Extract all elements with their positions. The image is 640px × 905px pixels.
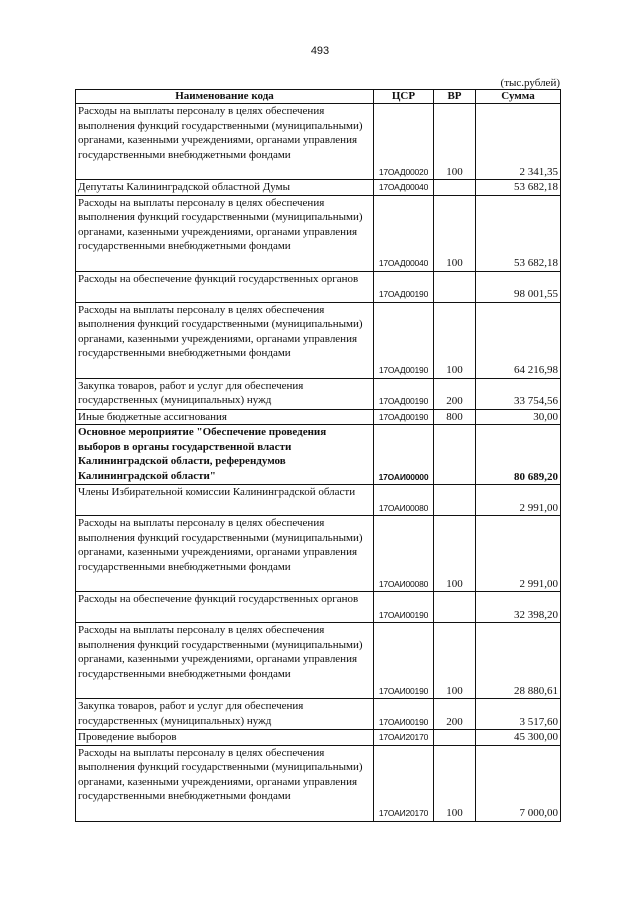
row-sum: 45 300,00 bbox=[476, 730, 561, 746]
row-name: Расходы на выплаты персоналу в целях обеспечения выполнения функций государственными (муниципальными) органами, казенными учреждениями, органами управления государственными внебюджетными фондами bbox=[76, 195, 374, 271]
table-row bbox=[76, 409, 561, 425]
row-sum: 80 689,20 bbox=[476, 425, 561, 485]
row-csr-code: 17ОАД00190 bbox=[374, 302, 434, 378]
row-name: Основное мероприятие "Обеспечение проведения выборов в органы государственной власти Калининградской области, референдумов Калининградской области" bbox=[76, 425, 374, 485]
row-sum: 28 880,61 bbox=[476, 623, 561, 699]
budget-table bbox=[75, 89, 561, 822]
row-sum: 53 682,18 bbox=[476, 195, 561, 271]
table-row bbox=[76, 730, 561, 746]
row-vr-code bbox=[434, 592, 476, 623]
row-name: Расходы на обеспечение функций государственных органов bbox=[76, 271, 374, 302]
row-name: Проведение выборов bbox=[76, 730, 374, 746]
row-vr-code bbox=[434, 730, 476, 746]
table-row bbox=[76, 516, 561, 592]
row-name: Депутаты Калининградской областной Думы bbox=[76, 180, 374, 196]
row-csr-code: 17ОАИ20170 bbox=[374, 745, 434, 821]
row-name: Члены Избирательной комиссии Калининградской области bbox=[76, 485, 374, 516]
row-vr-code: 200 bbox=[434, 699, 476, 730]
row-vr-code: 200 bbox=[434, 378, 476, 409]
row-name: Расходы на выплаты персоналу в целях обеспечения выполнения функций государственными (муниципальными) органами, казенными учреждениями, органами управления государственными внебюджетными фондами bbox=[76, 516, 374, 592]
row-csr-code: 17ОАИ00080 bbox=[374, 516, 434, 592]
table-row bbox=[76, 699, 561, 730]
row-csr-code: 17ОАИ00000 bbox=[374, 425, 434, 485]
row-sum: 53 682,18 bbox=[476, 180, 561, 196]
row-csr-code: 17ОАД00040 bbox=[374, 180, 434, 196]
table-row bbox=[76, 425, 561, 485]
row-csr-code: 17ОАИ00190 bbox=[374, 699, 434, 730]
table-row bbox=[76, 592, 561, 623]
table-row bbox=[76, 745, 561, 821]
row-vr-code: 100 bbox=[434, 195, 476, 271]
row-vr-code: 100 bbox=[434, 745, 476, 821]
row-name: Иные бюджетные ассигнования bbox=[76, 409, 374, 425]
row-vr-code bbox=[434, 180, 476, 196]
row-csr-code: 17ОАИ00190 bbox=[374, 592, 434, 623]
table-row bbox=[76, 180, 561, 196]
row-name: Расходы на выплаты персоналу в целях обеспечения выполнения функций государственными (муниципальными) органами, казенными учреждениями, органами управления государственными внебюджетными фондами bbox=[76, 745, 374, 821]
row-name: Расходы на выплаты персоналу в целях обеспечения выполнения функций государственными (муниципальными) органами, казенными учреждениями, органами управления государственными внебюджетными фондами bbox=[76, 104, 374, 180]
row-sum: 2 991,00 bbox=[476, 516, 561, 592]
row-csr-code: 17ОАД00020 bbox=[374, 104, 434, 180]
row-sum: 7 000,00 bbox=[476, 745, 561, 821]
row-csr-code: 17ОАД00040 bbox=[374, 195, 434, 271]
row-vr-code bbox=[434, 271, 476, 302]
row-vr-code: 100 bbox=[434, 104, 476, 180]
row-sum: 3 517,60 bbox=[476, 699, 561, 730]
table-row bbox=[76, 302, 561, 378]
row-name: Закупка товаров, работ и услуг для обеспечения государственных (муниципальных) нужд bbox=[76, 378, 374, 409]
unit-note: (тыс.рублей) bbox=[500, 77, 560, 89]
row-csr-code: 17ОАД00190 bbox=[374, 271, 434, 302]
row-csr-code: 17ОАИ00190 bbox=[374, 623, 434, 699]
row-csr-code: 17ОАИ00080 bbox=[374, 485, 434, 516]
row-name: Расходы на выплаты персоналу в целях обеспечения выполнения функций государственными (муниципальными) органами, казенными учреждениями, органами управления государственными внебюджетными фондами bbox=[76, 623, 374, 699]
row-name: Расходы на выплаты персоналу в целях обеспечения выполнения функций государственными (муниципальными) органами, казенными учреждениями, органами управления государственными внебюджетными фондами bbox=[76, 302, 374, 378]
row-csr-code: 17ОАИ20170 bbox=[374, 730, 434, 746]
row-vr-code: 800 bbox=[434, 409, 476, 425]
row-sum: 33 754,56 bbox=[476, 378, 561, 409]
row-sum: 32 398,20 bbox=[476, 592, 561, 623]
row-vr-code bbox=[434, 425, 476, 485]
row-vr-code: 100 bbox=[434, 623, 476, 699]
header-sum: Сумма bbox=[476, 90, 561, 104]
table-row bbox=[76, 485, 561, 516]
row-name: Расходы на обеспечение функций государственных органов bbox=[76, 592, 374, 623]
row-sum: 30,00 bbox=[476, 409, 561, 425]
row-sum: 2 991,00 bbox=[476, 485, 561, 516]
header-name: Наименование кода bbox=[76, 90, 374, 104]
row-name: Закупка товаров, работ и услуг для обеспечения государственных (муниципальных) нужд bbox=[76, 699, 374, 730]
row-csr-code: 17ОАД00190 bbox=[374, 409, 434, 425]
table-row bbox=[76, 623, 561, 699]
row-csr-code: 17ОАД00190 bbox=[374, 378, 434, 409]
table-row bbox=[76, 271, 561, 302]
row-sum: 98 001,55 bbox=[476, 271, 561, 302]
header-vr: ВР bbox=[434, 90, 476, 104]
header-csr: ЦСР bbox=[374, 90, 434, 104]
row-vr-code: 100 bbox=[434, 302, 476, 378]
row-sum: 2 341,35 bbox=[476, 104, 561, 180]
row-sum: 64 216,98 bbox=[476, 302, 561, 378]
table-row bbox=[76, 195, 561, 271]
table-body bbox=[76, 104, 561, 822]
page-number: 493 bbox=[310, 45, 330, 57]
table-header-row bbox=[76, 90, 561, 104]
table-row bbox=[76, 378, 561, 409]
row-vr-code: 100 bbox=[434, 516, 476, 592]
row-vr-code bbox=[434, 485, 476, 516]
table-row bbox=[76, 104, 561, 180]
